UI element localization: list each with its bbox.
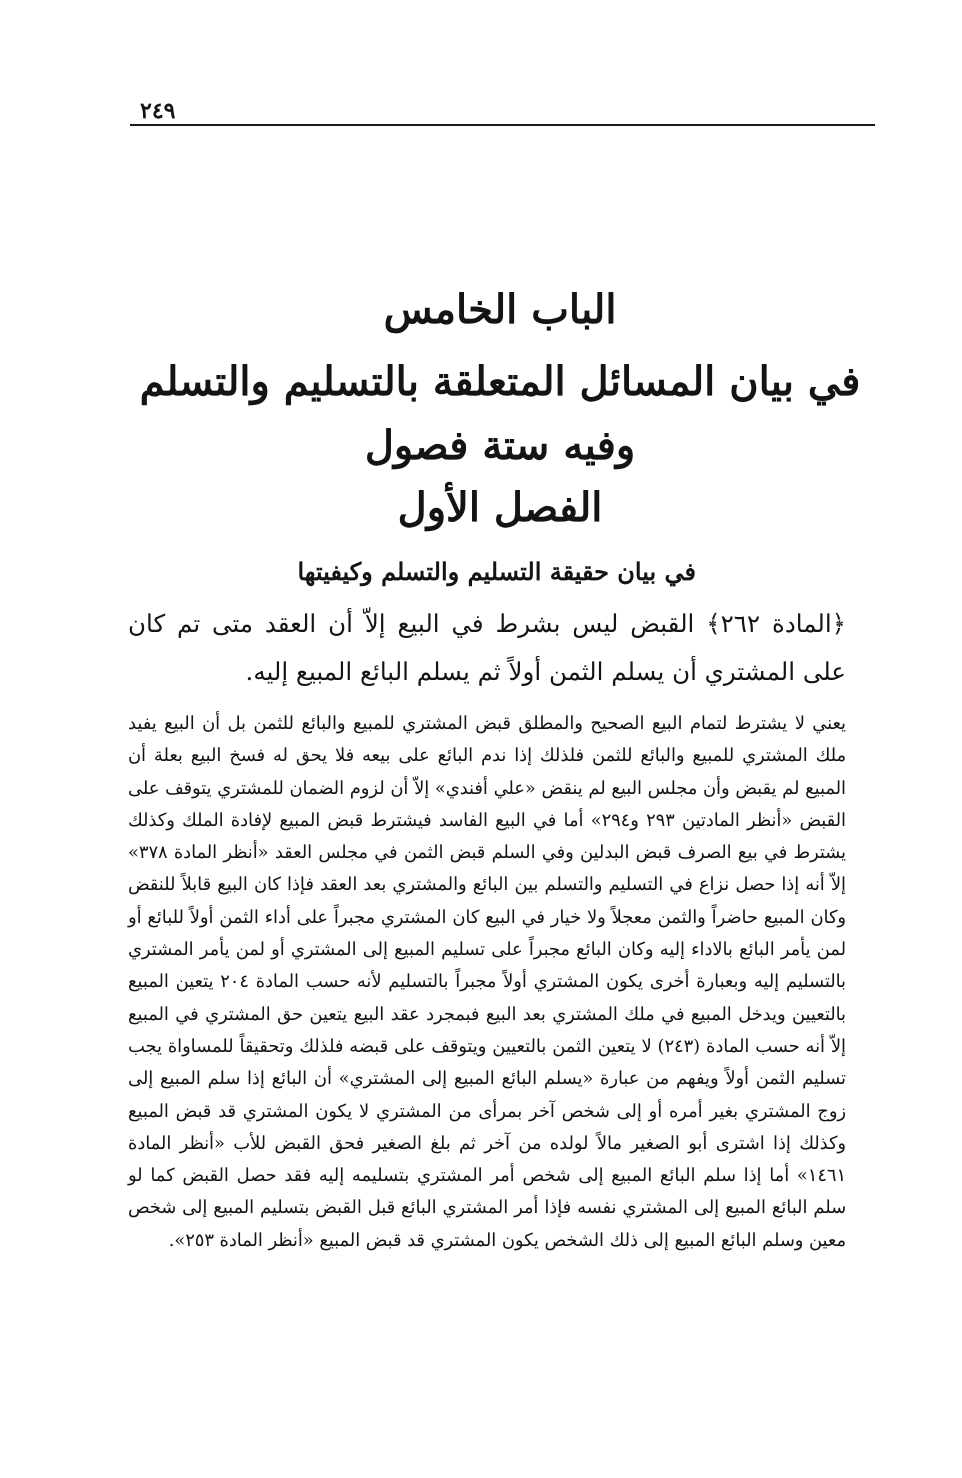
page-number: ٢٤٩ [140, 98, 176, 124]
section-subject: في بيان حقيقة التسليم والتسلم وكيفيتها [297, 557, 696, 586]
chapter-heading: الباب الخامس [383, 286, 617, 333]
chapter-subject: في بيان المسائل المتعلقة بالتسليم والتسلم وفيه ستة فصول [139, 358, 861, 469]
section-heading: الفصل الأول [397, 484, 603, 531]
header-rule [130, 124, 875, 126]
commentary-text: يعني لا يشترط لتمام البيع الصحيح والمطلق قبض المشتري للمبيع والبائع للثمن بل أن البيع يفيد ملك المشتري للمبيع والبائع للثمن فلذلك إذا ندم البائع على بيعه فلا يحق له فسخ البيع بعلة أن المبيع لم يقبض وأن مجلس البيع لم ينقض «علي أفندي» إلاّ أن لزوم الضمان للمشتري يتوقف على القبض «أنظر المادتين ٢٩٣ و٢٩٤» أما في البيع الفاسد فيشترط قبض المبيع لإفادة الملك وكذلك يشترط في بيع الصرف قبض البدلين وفي السلم قبض الثمن في مجلس العقد «أنظر المادة ٣٧٨» إلاّ أنه إذا حصل نزاع في التسليم والتسلم بين البائع والمشتري بعد العقد فإذا كان البيع قابلاً للنقض وكان المبيع حاضراً والثمن معجلاً ولا خيار في البيع كان المشتري مجبراً على أداء الثمن أولاً للبائع أو لمن يأمر البائع بالاداء إليه وكان البائع مجبراً على تسليم المبيع إلى المشتري أو لمن يأمر المشتري بالتسليم إليه وبعبارة أخرى يكون المشتري أولاً مجبراً بالتسليم لأنه حسب المادة ٢٠٤ يتعين المبيع بالتعيين ويدخل المبيع في ملك المشتري بعد البيع فبمجرد عقد البيع يتعين حق المشتري في المبيع إلاّ أنه حسب المادة (٢٤٣) لا يتعين الثمن بالتعيين ويتوقف على قبضه فلذلك وتحقيقاً للمساواة يجب تسليم الثمن أولاً ويفهم من عبارة «يسلم البائع المبيع إلى المشتري» أن البائع إذا سلم المبيع إلى زوج المشتري بغير أمره أو إلى شخص آخر بمرأى من المشتري لا يكون المشتري قد قبض المبيع وكذلك إذا اشترى أبو الصغير مالاً لولده من آخر ثم بلغ الصغير فحق القبض للأب «أنظر المادة ١٤٦١» أما إذا سلم البائع المبيع إلى شخص أمر المشتري بتسليمه إليه فقد حصل القبض كما لو سلم البائع المبيع إلى المشتري نفسه فإذا أمر المشتري البائع قبل القبض بتسليم المبيع إلى شخص معين وسلم البائع المبيع إلى ذلك الشخص يكون المشتري قد قبض المبيع «أنظر المادة ٢٥٣». [128, 713, 847, 1251]
article-text: ﴿المادة ٢٦٢﴾ القبض ليس بشرط في البيع إلاّ أن العقد متى تم كان على المشتري أن يسلم الثمن أولاً ثم يسلم البائع المبيع إليه. [128, 609, 846, 686]
